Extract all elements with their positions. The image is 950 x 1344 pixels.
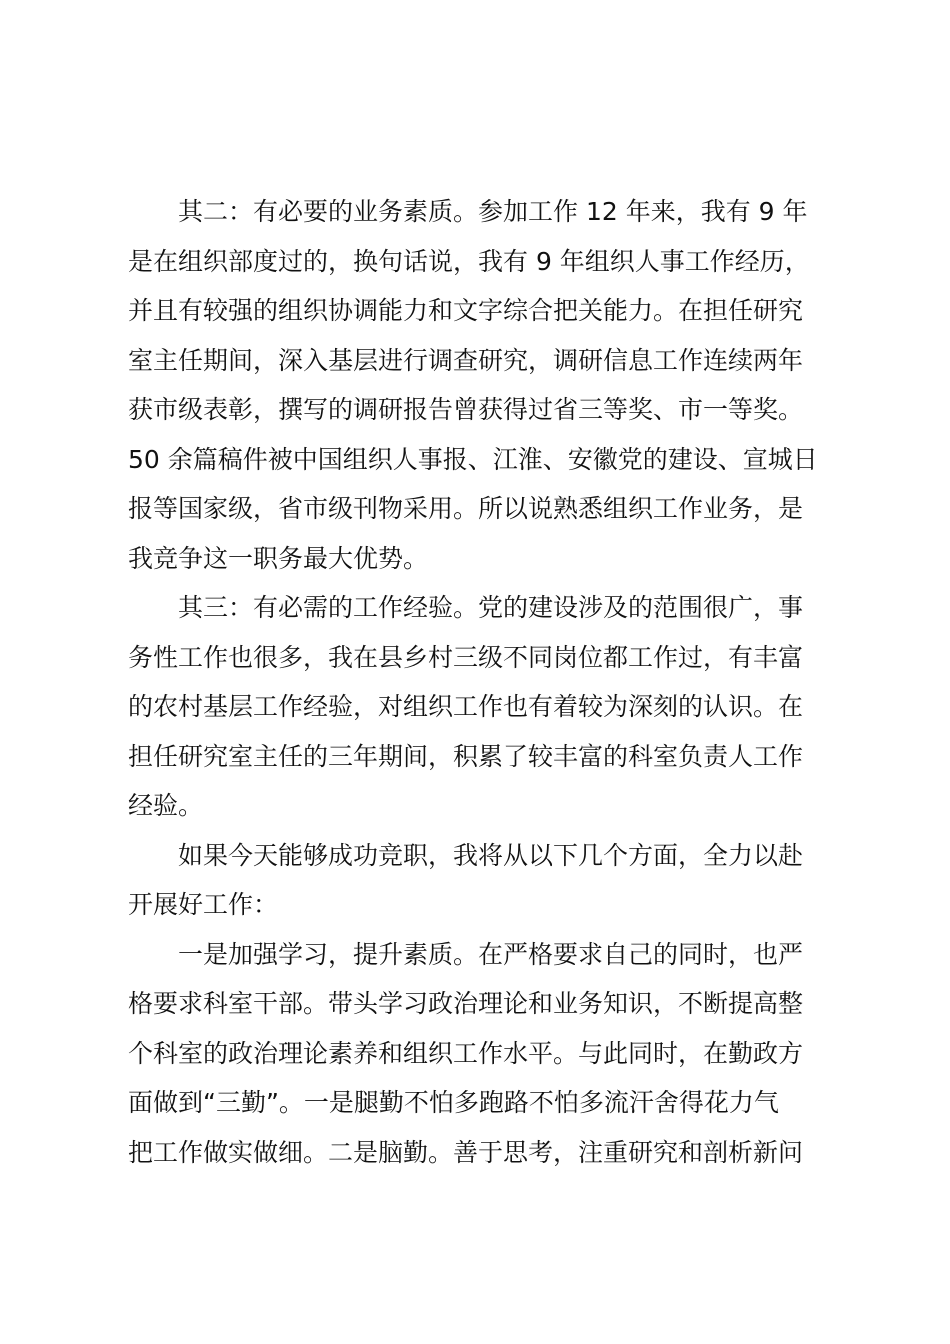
- text-line: 如果今天能够成功竞职，我将从以下几个方面，全力以赴: [178, 840, 804, 870]
- text-line: 我竞争这一职务最大优势。: [128, 543, 429, 573]
- text-line: 是在组织部度过的，换句话说，我有 9 年组织人事工作经历，: [128, 246, 810, 276]
- paragraph-qi-san: [128, 583, 848, 831]
- text-line: 开展好工作：: [128, 890, 279, 919]
- text-line: 的农村基层工作经验，对组织工作也有着较为深刻的认识。在: [128, 692, 804, 721]
- text-line: 并且有较强的组织协调能力和文字综合把关能力。在担任研究: [128, 296, 804, 325]
- paragraph-item-one: [128, 930, 848, 1178]
- text-line: 50 余篇稿件被中国组织人事报、江淮、安徽党的建设、宣城日: [128, 444, 818, 474]
- text-line: 其三：有必需的工作经验。党的建设涉及的范围很广，事: [178, 593, 804, 622]
- text-line: 面做到“三勤”。一是腿勤不怕多跑路不怕多流汗舍得花力气: [128, 1088, 779, 1117]
- text-line: 一是加强学习，提升素质。在严格要求自己的同时，也严: [178, 939, 804, 969]
- text-line: 其二：有必要的业务素质。参加工作 12 年来，我有 9 年: [178, 197, 808, 226]
- text-line: 获市级表彰，撰写的调研报告曾获得过省三等奖、市一等奖。: [128, 395, 804, 424]
- text-line: 担任研究室主任的三年期间，积累了较丰富的科室负责人工作: [128, 741, 804, 771]
- text-line: 务性工作也很多，我在县乡村三级不同岗位都工作过，有丰富: [128, 642, 804, 672]
- text-line: 报等国家级，省市级刊物采用。所以说熟悉组织工作业务，是: [128, 494, 804, 523]
- text-line: 经验。: [128, 791, 204, 820]
- paragraph-qi-er: [128, 187, 848, 583]
- paragraph-plan-intro: [128, 831, 848, 930]
- text-line: 格要求科室干部。带头学习政治理论和业务知识，不断提高整: [128, 989, 804, 1018]
- text-line: 把工作做实做细。二是脑勤。善于思考，注重研究和剖析新问: [128, 1137, 804, 1167]
- text-line: 室主任期间，深入基层进行调查研究，调研信息工作连续两年: [128, 345, 804, 375]
- document-body: [128, 187, 848, 1177]
- text-line: 个科室的政治理论素养和组织工作水平。与此同时，在勤政方: [128, 1038, 804, 1068]
